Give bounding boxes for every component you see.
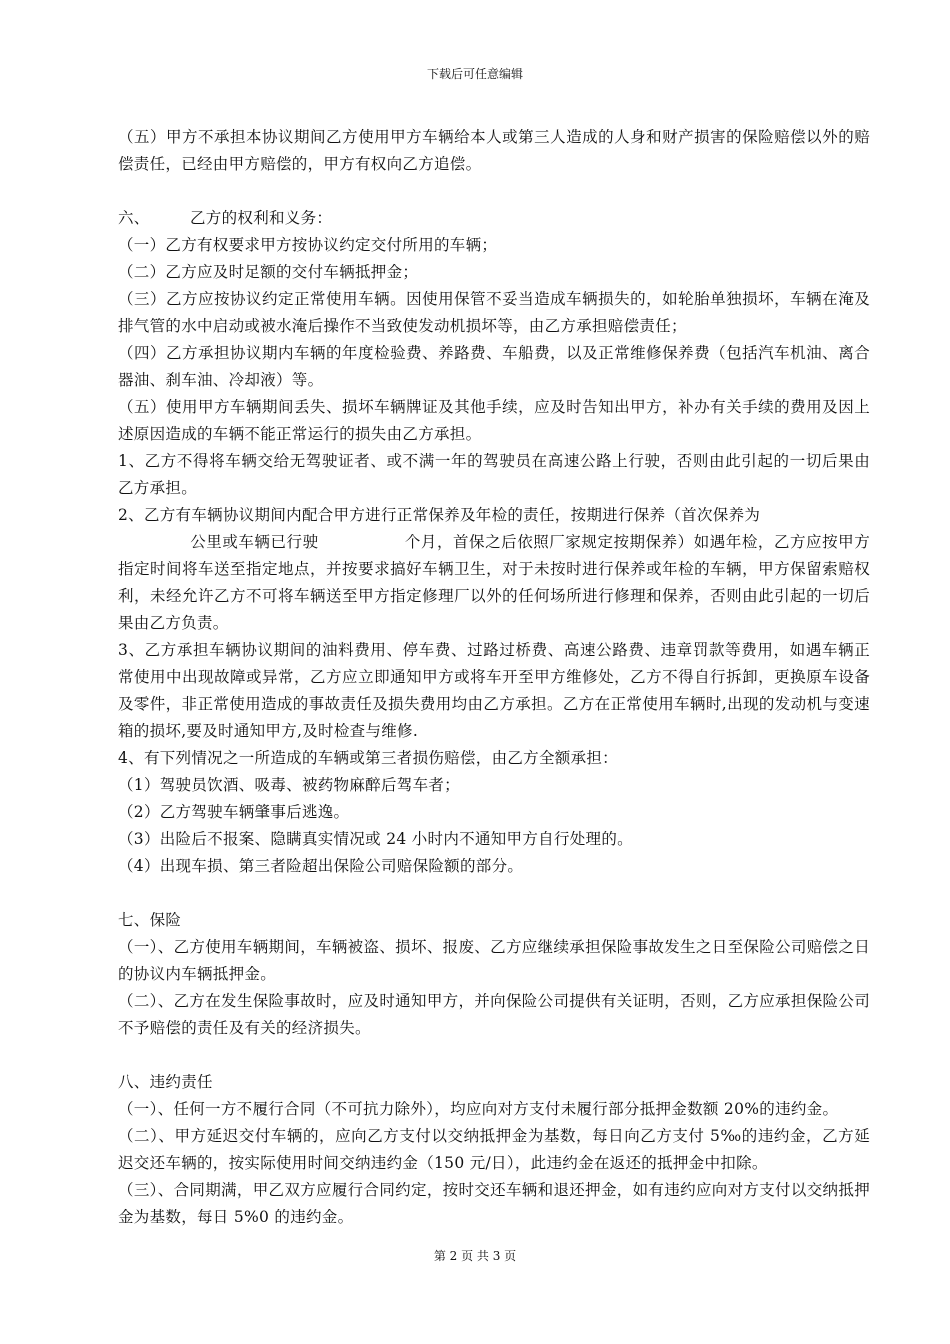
section-6-numbered-2-text: 个月，首保之后依照厂家规定按期保养）如遇年检，乙方应按甲方指定时间将车送至指定地点，并按要求搞好车辆卫生，对于未按时进行保养或年检的车辆，甲方保留索赔权利，未经允许乙方不可将车辆送至甲方指定修理厂以外的任何场所进行修理和保养，否则由此引起的一切后果由乙方负责。 [118, 533, 870, 632]
section-8-item-2: （二）、甲方延迟交付车辆的，应向乙方支付以交纳抵押金为基数，每日向乙方支付 5‰的违约金，乙方延迟交还车辆的，按实际使用时间交纳违约金（150 元/日），此违约金在返还的抵押金中扣除。 [118, 1127, 870, 1172]
section-6-title: 乙方的权利和义务： [190, 209, 333, 227]
paragraph-gap [118, 1042, 870, 1069]
section-8-item-3: （三）、合同期满，甲乙双方应履行合同约定，按时交还车辆和退还押金，如有违约应向对方支付以交纳抵押金为基数，每日 5%0 的违约金。 [118, 1181, 870, 1226]
section-6-item-4: （四）乙方承担协议期内车辆的年度检验费、养路费、车船费，以及正常维修保养费（包括汽车机油、离合器油、刹车油、冷却液）等。 [118, 344, 870, 389]
document-body [118, 124, 870, 1231]
page-footer: 第 2 页 共 3 页 [433, 1249, 517, 1263]
section-6-numbered-3: 3、乙方承担车辆协议期间的油料费用、停车费、过路过桥费、高速公路费、违章罚款等费用，如遇车辆正常使用中出现故障或异常，乙方应立即通知甲方或将车开至甲方维修处，乙方不得自行拆卸，更换原车设备及零件，非正常使用造成的事故责任及损失费用均由乙方承担。乙方在正常使用车辆时,出现的发动机与变速箱的损坏,要及时通知甲方,及时检查与维修. [118, 641, 870, 740]
section-6-numbered-4: 4、有下列情况之一所造成的车辆或第三者损伤赔偿，由乙方全额承担： [118, 749, 618, 767]
paragraph-clause-5: （五）甲方不承担本协议期间乙方使用甲方车辆给本人或第三人造成的人身和财产损害的保险赔偿以外的赔偿责任，已经由甲方赔偿的，甲方有权向乙方追偿。 [118, 128, 870, 173]
section-6-sub-1: （1）驾驶员饮酒、吸毒、被药物麻醉后驾车者； [118, 776, 460, 794]
section-8-item-1: （一）、任何一方不履行合同（不可抗力除外），均应向对方支付未履行部分抵押金数额 20%的违约金。 [118, 1100, 839, 1118]
paragraph-gap [118, 880, 870, 907]
section-7-item-2: （二）、乙方在发生保险事故时，应及时通知甲方，并向保险公司提供有关证明，否则，乙方应承担保险公司不予赔偿的责任及有关的经济损失。 [118, 992, 870, 1037]
section-6-number: 六、 [118, 209, 150, 227]
section-6-numbered-2-rest [118, 529, 870, 637]
section-6-numbered-1: 1、乙方不得将车辆交给无驾驶证者、或不满一年的驾驶员在高速公路上行驶，否则由此引起的一切后果由乙方承担。 [118, 452, 870, 497]
section-6-item-2: （二）乙方应及时足额的交付车辆抵押金； [118, 263, 419, 281]
section-6-heading [118, 205, 870, 232]
section-8-heading: 八、违约责任 [118, 1073, 213, 1091]
section-6-numbered-2-line1: 2、乙方有车辆协议期间内配合甲方进行正常保养及年检的责任，按期进行保养（首次保养为 [118, 506, 761, 524]
section-6-item-1: （一）乙方有权要求甲方按协议约定交付所用的车辆； [118, 236, 498, 254]
section-6-item-5: （五）使用甲方车辆期间丢失、损坏车辆牌证及其他手续，应及时告知出甲方，补办有关手续的费用及因上述原因造成的车辆不能正常运行的损失由乙方承担。 [118, 398, 870, 443]
section-6-sub-2: （2）乙方驾驶车辆肇事后逃逸。 [118, 803, 350, 821]
page-header: 下载后可任意编辑 [426, 67, 523, 81]
section-7-heading: 七、保险 [118, 911, 182, 929]
blank-km-label: 公里或车辆已行驶 [190, 533, 319, 551]
section-6-sub-3: （3）出险后不报案、隐瞒真实情况或 24 小时内不通知甲方自行处理的。 [118, 830, 633, 848]
section-7-item-1: （一）、乙方使用车辆期间，车辆被盗、损坏、报废、乙方应继续承担保险事故发生之日至保险公司赔偿之日的协议内车辆抵押金。 [118, 938, 870, 983]
section-6-sub-4: （4）出现车损、第三者险超出保险公司赔保险额的部分。 [118, 857, 524, 875]
paragraph-gap [118, 178, 870, 205]
section-6-item-3: （三）乙方应按协议约定正常使用车辆。因使用保管不妥当造成车辆损失的，如轮胎单独损坏，车辆在淹及排气管的水中启动或被水淹后操作不当致使发动机损坏等，由乙方承担赔偿责任； [118, 290, 870, 335]
